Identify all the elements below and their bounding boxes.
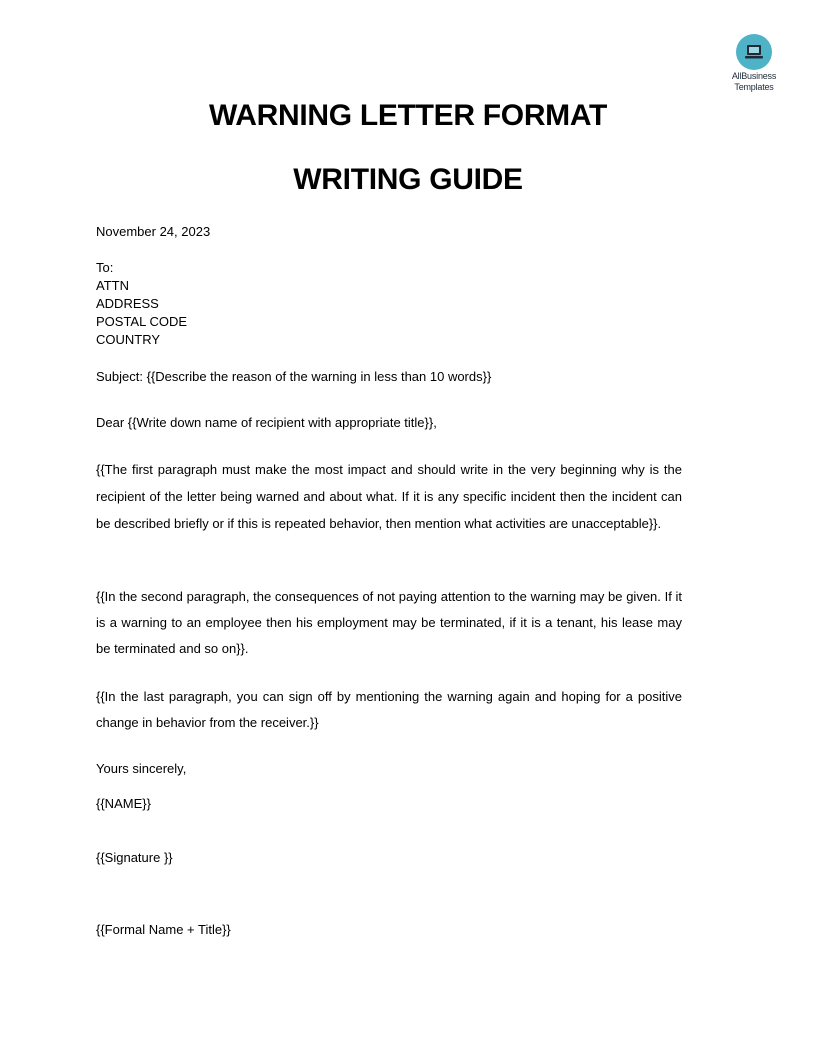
address-line-address: ADDRESS bbox=[96, 296, 159, 311]
logo-text-line1: AllBusiness bbox=[731, 71, 777, 81]
document-subtitle: WRITING GUIDE bbox=[293, 163, 523, 196]
document-title: WARNING LETTER FORMAT bbox=[208, 99, 608, 132]
address-line-country: COUNTRY bbox=[96, 332, 161, 347]
subject-line: Subject: {{Describe the reason of the warning in less than 10 words}} bbox=[96, 369, 492, 384]
signature-placeholder: {{Signature }} bbox=[96, 850, 173, 865]
to-label: To: bbox=[96, 260, 114, 275]
recipient-address-block bbox=[96, 259, 187, 349]
laptop-icon bbox=[736, 34, 772, 70]
letter-date: November 24, 2023 bbox=[96, 224, 211, 239]
body-paragraph-3: {{In the last paragraph, you can sign off by mentioning the warning again and hoping for a positive change in behavior from the receiver.}} bbox=[96, 689, 682, 730]
brand-logo bbox=[726, 34, 782, 92]
body-paragraph-1: {{The first paragraph must make the most impact and should write in the very beginning why is the recipient of the letter being warned and about what. If it is any specific incident then the incident can be described briefly or if this is repeated behavior, then mention what activities are unacceptable}}. bbox=[96, 462, 682, 531]
salutation: Dear {{Write down name of recipient with appropriate title}}, bbox=[96, 415, 437, 430]
formal-name-title: {{Formal Name + Title}} bbox=[96, 922, 231, 937]
closing: Yours sincerely, bbox=[96, 761, 187, 776]
address-line-attn: ATTN bbox=[96, 278, 129, 293]
sender-name: {{NAME}} bbox=[96, 796, 151, 811]
logo-text-line2: Templates bbox=[734, 82, 774, 92]
body-paragraph-2: {{In the second paragraph, the consequences of not paying attention to the warning may be given. If it is a warning to an employee then his employment may be terminated, if it is a tenant, his lease may be terminated and so on}}. bbox=[96, 589, 682, 656]
address-line-postal-code: POSTAL CODE bbox=[96, 314, 188, 329]
